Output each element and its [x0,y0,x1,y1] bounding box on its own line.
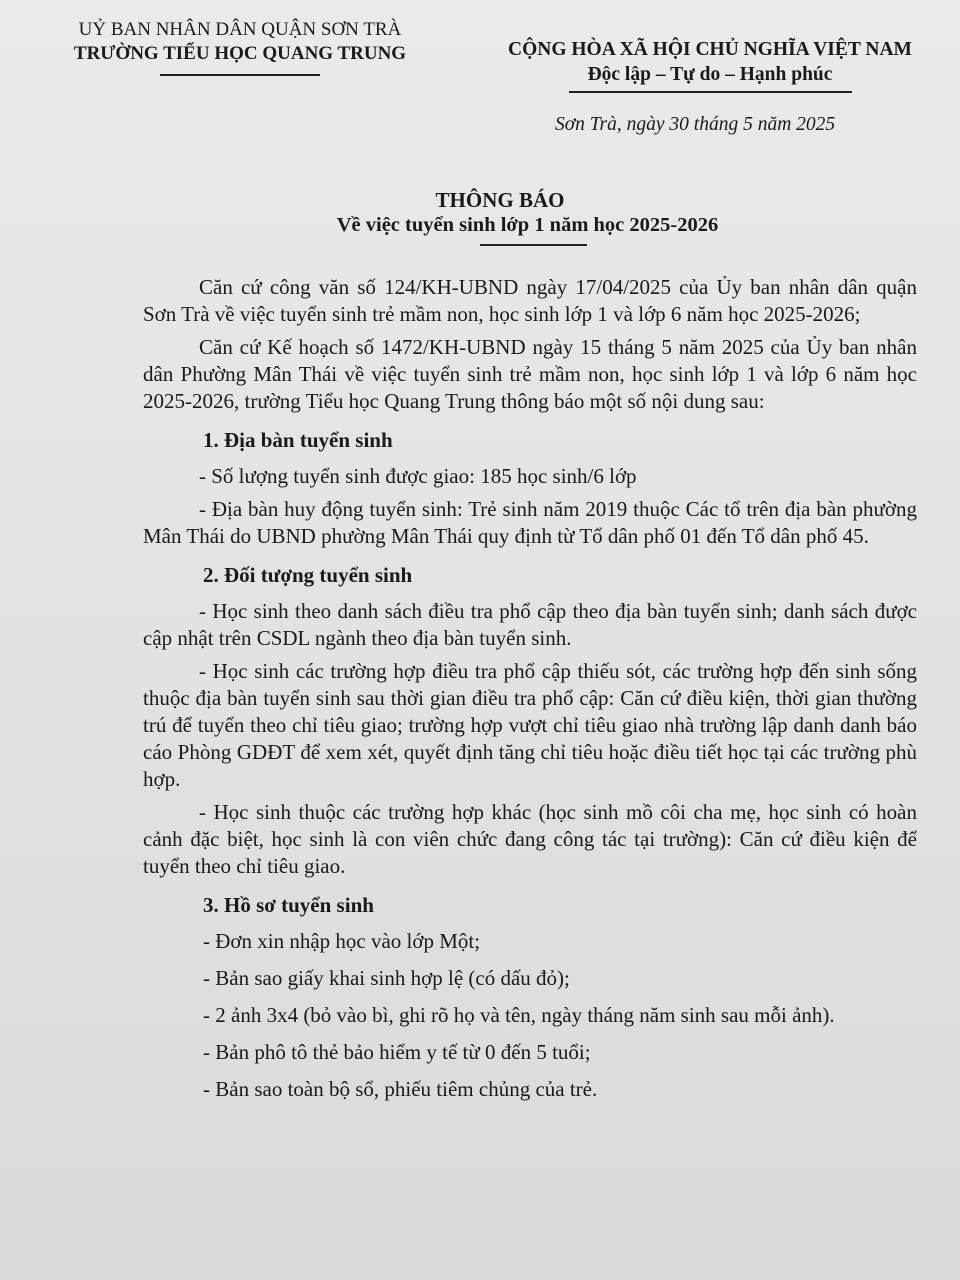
subtitle-underline [480,244,587,246]
section-paragraph: - Địa bàn huy động tuyển sinh: Trẻ sinh năm 2019 thuộc Các tổ trên địa bàn phường Mân Thái do UBND phường Mân Thái quy định từ Tổ dân phố 01 đến Tổ dân phố 45. [143,497,917,548]
document-list-item: - Bản phô tô thẻ bảo hiểm y tế từ 0 đến 5 tuổi; [203,1040,591,1064]
intro-paragraph: Căn cứ công văn số 124/KH-UBND ngày 17/04/2025 của Ủy ban nhân dân quận Sơn Trà về việc tuyển sinh trẻ mầm non, học sinh lớp 1 và lớp 6 năm học 2025-2026; [143,275,917,326]
country-name: CỘNG HÒA XÃ HỘI CHỦ NGHĨA VIỆT NAM [508,39,912,60]
section-paragraph: - Số lượng tuyển sinh được giao: 185 học sinh/6 lớp [199,464,637,488]
document-list-item: - Đơn xin nhập học vào lớp Một; [203,929,481,953]
document-list-item: - 2 ảnh 3x4 (bỏ vào bì, ghi rõ họ và tên, ngày tháng năm sinh sau mỗi ảnh). [203,1003,835,1027]
issuer-header [60,18,420,76]
national-header [485,38,935,93]
authority-name: UỶ BAN NHÂN DÂN QUẬN SƠN TRÀ [78,19,402,40]
issue-date: Sơn Trà, ngày 30 tháng 5 năm 2025 [555,114,836,135]
section-paragraph: - Học sinh thuộc các trường hợp khác (học sinh mồ côi cha mẹ, học sinh có hoàn cảnh đặc biệt, học sinh là con viên chức đang công tác tại trường): Căn cứ điều kiện để tuyển theo chỉ tiêu giao. [143,800,917,878]
document-title: THÔNG BÁO [435,188,565,212]
issuer-underline [160,74,320,76]
section-heading: 2. Đối tượng tuyển sinh [203,563,413,587]
section-heading: 1. Địa bàn tuyển sinh [203,428,393,452]
document-list-item: - Bản sao toàn bộ sổ, phiếu tiêm chủng của trẻ. [203,1077,598,1101]
school-name: TRƯỜNG TIỂU HỌC QUANG TRUNG [73,43,407,64]
section-heading: 3. Hồ sơ tuyển sinh [203,893,374,917]
intro-paragraph: Căn cứ Kế hoạch số 1472/KH-UBND ngày 15 tháng 5 năm 2025 của Ủy ban nhân dân Phường Mân Thái về việc tuyển sinh trẻ mầm non, học sinh lớp 1 và lớp 6 năm học 2025-2026, trường Tiểu học Quang Trung thông báo một số nội dung sau: [143,335,917,413]
document-list-item: - Bản sao giấy khai sinh hợp lệ (có dấu đỏ); [203,966,570,990]
section-paragraph: - Học sinh các trường hợp điều tra phổ cập thiếu sót, các trường hợp đến sinh sống thuộc địa bàn tuyển sinh sau thời gian điều tra phổ cập: Căn cứ điều kiện, thời gian thường trú để tuyển theo chỉ tiêu giao; trường hợp vượt chỉ tiêu giao nhà trường lập danh danh báo cáo Phòng GDĐT để xem xét, quyết định tăng chỉ tiêu hoặc điều tiết học tại các trường phù hợp. [143,659,917,791]
section-paragraph: - Học sinh theo danh sách điều tra phổ cập theo địa bàn tuyển sinh; danh sách được cập nhật trên CSDL ngành theo địa bàn tuyển sinh. [143,599,917,650]
document-subtitle: Về việc tuyển sinh lớp 1 năm học 2025-2026 [336,214,719,236]
document-body [143,274,917,1113]
motto-underline [569,91,852,93]
national-motto: Độc lập – Tự do – Hạnh phúc [587,64,833,85]
